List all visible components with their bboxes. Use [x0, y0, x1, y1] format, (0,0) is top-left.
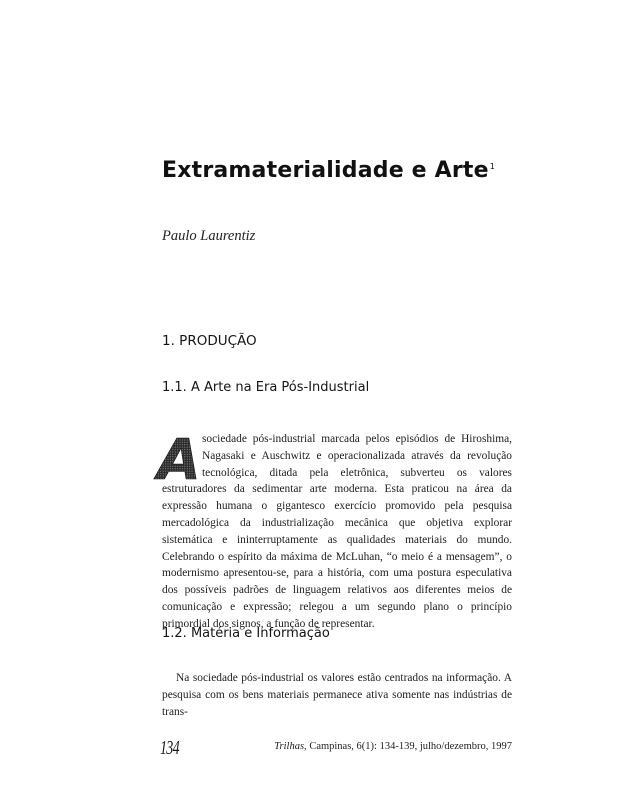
section-heading-producao: 1. PRODUÇÃO: [162, 333, 257, 349]
journal-citation-details: Campinas, 6(1): 134-139, julho/dezembro, 1997: [306, 741, 512, 752]
article-title: [162, 158, 495, 183]
footnote-marker[interactable]: 1: [489, 161, 496, 171]
page-number: 134: [160, 737, 179, 759]
drop-cap-letter: A: [157, 428, 201, 493]
subsection-heading-arte-pos-industrial: 1.1. A Arte na Era Pós-Industrial: [162, 380, 370, 395]
body-paragraph-2: Na sociedade pós-industrial os valores estão centrados na informação. A pesquisa com os bens materiais permanece ativa somente nas indústrias de trans-: [162, 672, 512, 718]
body-paragraph-1-text: sociedade pós-industrial marcada pelos episódios de Hiroshima, Nagasaki e Auschwitz e operacionalizada através da revolução tecnológica, ditada pela eletrônica, subverteu os valores estruturadores da sedimentar arte moderna. Esta praticou na área da expressão humana o gigantesco exercício promovido pela pesquisa mercadológica da industrialização mecânica que objetiva explorar sistemática e ininterruptamente as qualidades materiais do mundo. Celebrando o espírito da máxima de McLuhan, “o meio é a mensagem”, o modernismo apresentou-se, para a história, com uma postura especulativa dos possíveis padrões de linguagem relativos aos diferentes meios de comunicação e expressão; relegou a um segundo plano o princípio primordial dos signos, a função de representar.: [162, 433, 512, 630]
journal-citation: [274, 741, 512, 752]
drop-cap-a: [157, 428, 201, 493]
author-name: Paulo Laurentiz: [162, 228, 256, 244]
journal-name: Trilhas,: [274, 741, 307, 752]
body-paragraph-1: [157, 428, 512, 633]
article-title-text: Extramaterialidade e Arte: [162, 158, 489, 183]
subsection-heading-materia-informacao: 1.2. Matéria e Informação: [162, 626, 330, 641]
